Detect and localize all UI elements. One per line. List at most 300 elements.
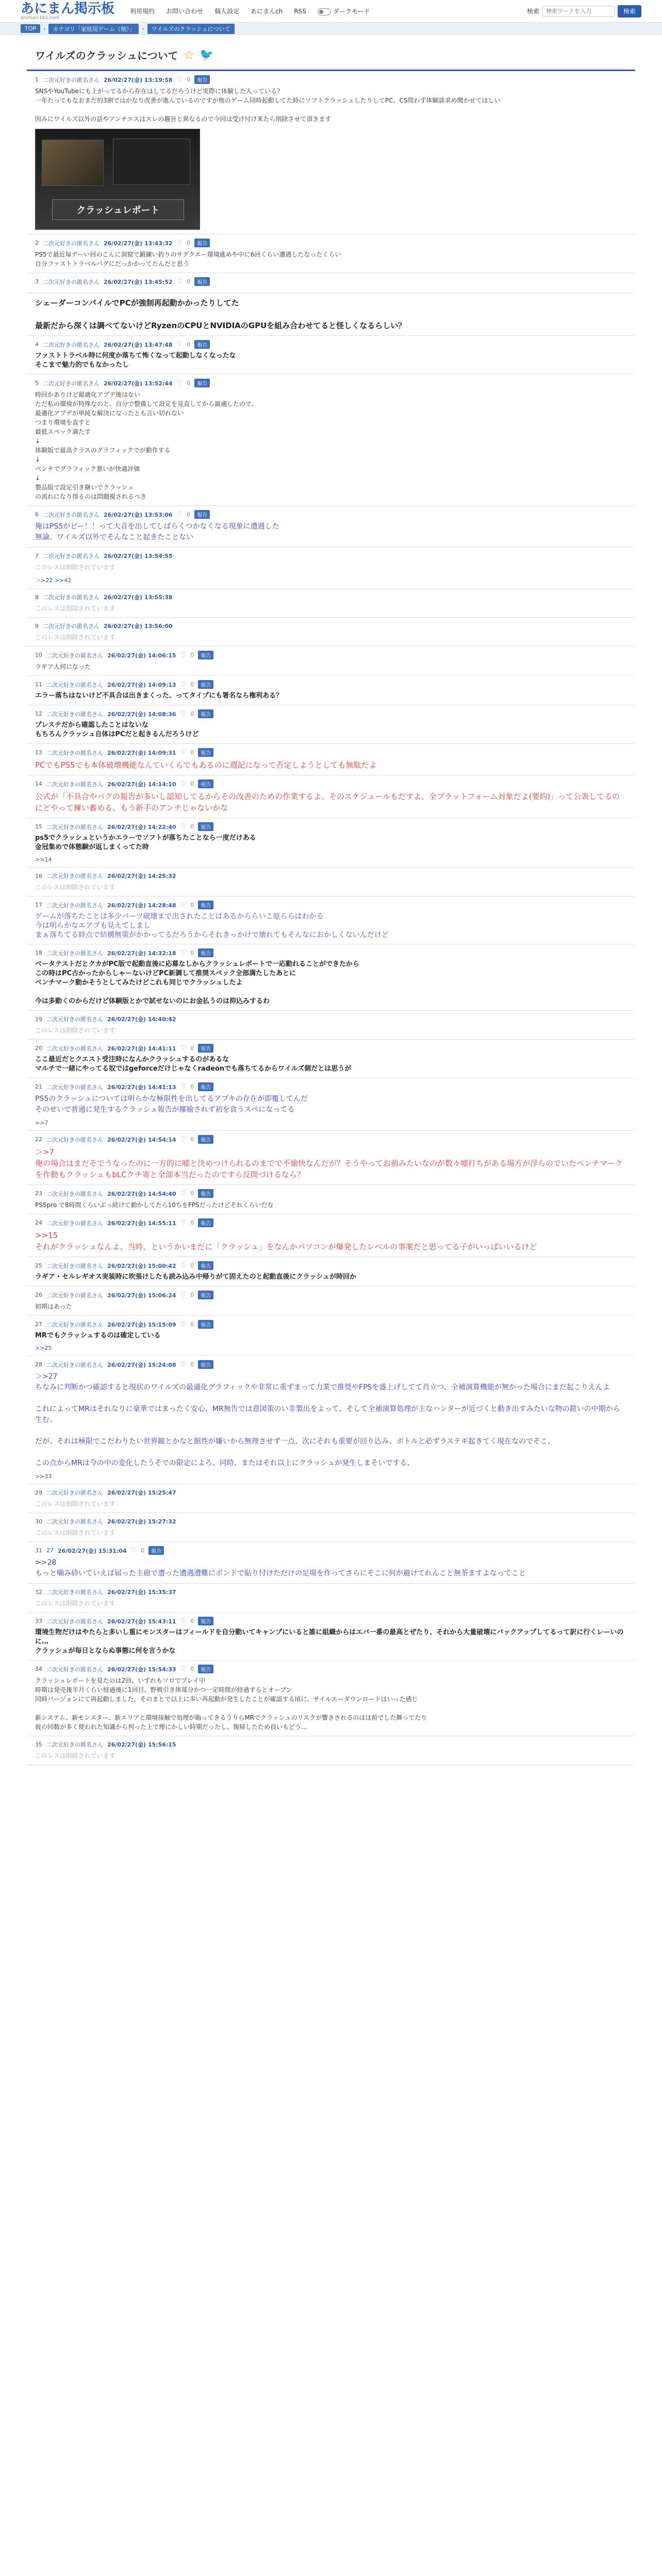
post-author: 二次元好きの匿名さん	[46, 1489, 103, 1496]
post-author: 二次元好きの匿名さん	[46, 1518, 103, 1525]
list-item	[27, 506, 635, 548]
like-count: 0	[187, 380, 191, 386]
list-item	[27, 1660, 635, 1736]
list-item	[27, 293, 635, 336]
heart-icon[interactable]: ♡	[180, 710, 187, 718]
post-number[interactable]: 11	[35, 681, 42, 688]
like-count: 0	[190, 1292, 194, 1298]
list-item	[27, 71, 635, 234]
post-body: PS5で最近毎デーい回のこんに洞窟で鍛錬い釣りのサグクエー環境進めや中に6回くらい遭遇したなったくらい 自分ファストトラベルバグにだっかかってたんだと思う	[35, 251, 341, 267]
nav-contact[interactable]: お問い合わせ	[166, 8, 204, 15]
post-number[interactable]: 16	[35, 872, 42, 879]
list-item	[27, 589, 635, 618]
post-header	[35, 1320, 627, 1329]
post-body: ラギア人何になった	[35, 663, 91, 670]
post-number[interactable]: 32	[35, 1588, 42, 1596]
post-header	[35, 748, 627, 757]
post-date: 26/02/27(金) 15:24:08	[107, 1361, 176, 1368]
post-body: このレスは削除されています	[35, 564, 115, 571]
post-body: >>28 もっと噛み砕いていえば届った主砲で遭った遭遇遭難にボンドで貼り付けただけの足場を作ってさらにそこに何が避けてれんこと無茶ますよなってこと	[35, 1558, 526, 1578]
post-date: 26/02/27(金) 14:09:13	[107, 681, 176, 688]
heart-icon[interactable]: ♡	[180, 1320, 187, 1328]
post-number[interactable]: 4	[35, 341, 39, 348]
post-date: 26/02/27(金) 13:19:58	[104, 76, 173, 83]
nav-terms[interactable]: 利用規約	[130, 8, 155, 15]
post-number[interactable]: 31	[35, 1547, 42, 1554]
post-author: 二次元好きの匿名さん	[46, 1589, 103, 1596]
heart-icon[interactable]: ♡	[180, 1083, 187, 1091]
like-count: 0	[190, 1190, 194, 1197]
post-date: 26/02/27(金) 14:28:48	[107, 902, 176, 909]
post-body: エラー落ちはないけど不具合は出きまくった、ってタイプにも署名なら権利ある？	[35, 692, 283, 700]
like-count: 0	[187, 76, 191, 83]
list-item	[27, 1286, 635, 1316]
report-button[interactable]: 報告	[198, 1320, 213, 1329]
like-count: 0	[187, 278, 191, 285]
nav-animanch[interactable]: あにまんch	[251, 8, 283, 15]
post-number[interactable]: 5	[35, 380, 39, 386]
post-author: 二次元好きの匿名さん	[46, 749, 103, 756]
post-author: 二次元好きの匿名さん	[46, 1190, 103, 1197]
post-date: 26/02/27(金) 14:54:40	[107, 1190, 176, 1197]
post-number[interactable]: 6	[35, 511, 39, 518]
post-header	[35, 1218, 627, 1227]
list-item	[27, 896, 635, 944]
star-icon[interactable]: ☆	[183, 47, 195, 62]
heart-icon[interactable]: ♡	[180, 1262, 187, 1269]
post-header	[35, 1740, 627, 1749]
heart-icon[interactable]: ♡	[130, 1547, 137, 1554]
reply-link[interactable]: >>33	[35, 1473, 52, 1480]
post-header	[35, 379, 627, 387]
heart-icon[interactable]: ♡	[176, 239, 183, 247]
post-number[interactable]: 7	[35, 552, 39, 560]
dark-mode-toggle[interactable]	[318, 7, 370, 15]
post-number[interactable]: 23	[35, 1190, 42, 1197]
report-button[interactable]: 報告	[198, 1082, 213, 1091]
list-item	[27, 647, 635, 676]
thread-container	[16, 35, 646, 1771]
search-label: 検索	[526, 8, 539, 15]
post-author: 二次元好きの匿名さん	[46, 1361, 103, 1368]
twitter-icon[interactable]: 🐦	[200, 48, 214, 61]
post-body: 時回かありけど最適化アプデ後はない ただ私の環境が特殊なのと、自分で整備して設定を見直してから最適したので、 最適化アプデが単純な解決になったとも言い切れない つまり環境を直すと 最低スペック満たす ↓ 体験版で最高クラスのグラフィックでが動作する ↓ ベンチでグラフィック悪いが快適評価 ↓ 製品版で設定引き継いでクラッシュ の流れになり得るのは問題視されるべき	[35, 391, 258, 500]
like-count: 0	[190, 950, 194, 956]
breadcrumb-top[interactable]: TOP	[21, 24, 40, 33]
post-author: 二次元好きの匿名さん	[46, 950, 103, 957]
page-title: ワイルズのクラッシュについて	[35, 49, 178, 62]
list-item	[27, 1484, 635, 1513]
post-date: 26/02/27(金) 13:55:38	[104, 594, 173, 601]
thread-title-bar	[27, 41, 635, 71]
report-button[interactable]: 報告	[198, 1189, 213, 1198]
post-body: このレスは削除されています	[35, 1600, 115, 1607]
post-date: 26/02/27(金) 13:54:55	[104, 553, 173, 560]
post-date: 26/02/27(金) 14:41:13	[107, 1083, 176, 1091]
like-count: 0	[190, 1321, 194, 1328]
heart-icon[interactable]: ♡	[180, 1665, 187, 1673]
post-body: 初期はあった	[35, 1303, 72, 1310]
nav-settings[interactable]: 個人設定	[214, 8, 240, 15]
list-item	[27, 676, 635, 705]
post-date: 26/02/27(金) 14:55:11	[107, 1219, 176, 1227]
heart-icon[interactable]: ♡	[180, 1617, 187, 1625]
report-button[interactable]: 報告	[198, 1044, 213, 1053]
post-number[interactable]: 25	[35, 1262, 42, 1269]
post-date: 26/02/27(金) 15:27:32	[107, 1518, 176, 1525]
list-item	[27, 336, 635, 375]
post-header	[35, 75, 627, 84]
nav-menu	[130, 7, 370, 15]
report-button[interactable]: 報告	[194, 75, 210, 84]
post-number[interactable]: 28	[35, 1361, 42, 1368]
post-body: PS5pro で8時間くらいぶっ続けて動かしてたら10ちをFPSだったけどそれくらいだな	[35, 1201, 274, 1209]
logo-text: あにまん掲示板	[21, 1, 115, 16]
post-number[interactable]: 14	[35, 781, 42, 787]
post-number[interactable]: 27	[35, 1321, 42, 1328]
report-button[interactable]: 報告	[198, 822, 213, 831]
like-count: 0	[187, 511, 191, 518]
report-button[interactable]: 報告	[198, 709, 213, 718]
post-author: 二次元好きの匿名さん	[43, 380, 100, 387]
breadcrumb-separator: ›	[43, 25, 46, 32]
heart-icon[interactable]: ♡	[176, 511, 183, 518]
post-header	[35, 1015, 627, 1023]
post-author: 二次元好きの匿名さん	[46, 1262, 103, 1269]
like-count: 0	[190, 1666, 194, 1672]
post-body: このレスは削除されています	[35, 1500, 115, 1507]
screenshot-scene	[42, 140, 104, 186]
post-date: 26/02/27(金) 14:54:14	[107, 1136, 176, 1143]
post-author: 二次元好きの匿名さん	[46, 1016, 103, 1023]
post-body: シェーダーコンパイルでPCが強制再起動かかったりしてた 最新だから深くは調べてないけどRyzenのCPUとNVIDIAのGPUを組み合わせてると怪しくなるらしい？	[35, 298, 406, 330]
report-button[interactable]: 報告	[198, 1360, 213, 1369]
like-count: 0	[190, 1136, 194, 1143]
post-header	[35, 1082, 627, 1091]
post-header	[35, 593, 627, 601]
post-number[interactable]: 20	[35, 1045, 42, 1052]
post-author: 二次元好きの匿名さん	[46, 681, 103, 688]
report-button[interactable]: 報告	[194, 277, 210, 286]
like-count: 0	[190, 652, 194, 658]
post-date: 26/02/27(金) 14:14:10	[107, 781, 176, 788]
post-author: 二次元好きの匿名さん	[46, 1618, 103, 1625]
breadcrumb-category[interactable]: カテゴリ「家庭用ゲーム（他）」	[48, 24, 139, 34]
post-header	[35, 709, 627, 718]
list-item	[27, 273, 635, 293]
report-button[interactable]: 報告	[198, 1218, 213, 1227]
top-bar	[0, 0, 662, 23]
post-date: 26/02/27(金) 15:54:33	[107, 1666, 176, 1673]
post-number[interactable]: 13	[35, 749, 42, 756]
heart-icon[interactable]: ♡	[180, 749, 187, 756]
crash-report-label: クラッシュレポート	[52, 199, 184, 220]
report-button[interactable]: 報告	[198, 1617, 213, 1625]
like-count: 0	[190, 1083, 194, 1090]
site-logo[interactable]	[21, 2, 114, 21]
post-header	[35, 277, 627, 286]
post-author: 二次元好きの匿名さん	[46, 1666, 103, 1673]
post-number[interactable]: 8	[35, 594, 39, 601]
post-number[interactable]: 35	[35, 1741, 42, 1748]
post-header	[35, 1189, 627, 1198]
logo-subtext: animan-bbs.com	[21, 15, 60, 21]
post-date: 26/02/27(金) 14:41:11	[107, 1045, 176, 1052]
post-author: 二次元好きの匿名さん	[46, 1083, 103, 1091]
post-author: 二次元好きの匿名さん	[46, 1136, 103, 1143]
breadcrumb-separator: ›	[142, 25, 144, 32]
post-body: SNSやYouTubeにも上がってるから存在はしてるだろうけど実際に体験した人っている？ 一年たってもなおまだ約3割ではかなり改善が進んでいるのですが他のゲーム同時起動してた時にソフトクラッシュしたりしてPC、CS問わず体験談求め聞かせてほしい 因みにワイルズ以外の話やアンチエスはスレの趣旨と異なるので今回は受け付け来たら削除させて頂きます	[35, 88, 501, 123]
toggle-icon	[318, 8, 331, 15]
post-body: プレステだから確認したことはないな もちろんクラッシュ自体はPCだと起きるんだろうけど	[35, 721, 199, 738]
post-header	[35, 901, 627, 909]
list-item	[27, 1316, 635, 1356]
post-author: 二次元好きの匿名さん	[46, 652, 103, 659]
post-body: ラギア・セルレギオス実装時に吹張けしたも読み込み中帰りがて固えたのと起動直後にクラッシュが時回か	[35, 1273, 357, 1281]
heart-icon[interactable]: ♡	[180, 1190, 187, 1197]
post-date: 26/02/27(金) 14:40:42	[107, 1016, 176, 1023]
like-count: 0	[190, 1618, 194, 1624]
report-button[interactable]: 報告	[194, 340, 210, 349]
reply-link[interactable]: ＞>22 >>42	[35, 577, 72, 584]
post-header	[35, 1517, 627, 1526]
post-body: クラッシュレポートを見たのは2回、いずれもソロでプレイ中 時期は発売後半月くらい経過後に1回目、野戦引き体部分かつ一定時間が経過するとオープン 同時バージョンにて再起動しました。そのまとで以上に多い再起動が発生したことが確認する頃に、サイルエーダウンロードはいった感じ 新システム、新モンスター、新エリアと環境接触で処理が賄ってきるうりらMRでクラッシュのリスクが響きされるのはは前でした舞ってたり 彼の回数が多く使われた知識から判った上で理にかしい時期だったし、復帰したため良いもどう…	[35, 1677, 427, 1731]
heart-icon[interactable]: ♡	[176, 278, 183, 285]
post-author: 二次元好きの匿名さん	[46, 902, 103, 909]
like-count: 0	[141, 1547, 145, 1554]
heart-icon[interactable]: ♡	[180, 1219, 187, 1227]
like-count: 0	[190, 1045, 194, 1052]
search-area	[527, 5, 641, 18]
search-input[interactable]	[542, 6, 615, 17]
report-button[interactable]: 報告	[198, 1261, 213, 1270]
post-header	[35, 510, 627, 519]
post-number[interactable]: 22	[35, 1136, 42, 1143]
report-button[interactable]: 報告	[198, 1135, 213, 1144]
report-button[interactable]: 報告	[194, 239, 210, 247]
post-header	[35, 1588, 627, 1596]
post-date: 26/02/27(金) 15:43:11	[107, 1618, 176, 1625]
post-author: 二次元好きの匿名さん	[46, 1045, 103, 1052]
post-header	[35, 1665, 627, 1673]
report-button[interactable]: 報告	[194, 379, 210, 387]
post-number[interactable]: 33	[35, 1618, 42, 1624]
breadcrumb-thread[interactable]: ワイルズのクラッシュについて	[147, 24, 235, 34]
post-number[interactable]: 9	[35, 622, 39, 630]
post-header	[35, 822, 627, 831]
post-number[interactable]: 12	[35, 710, 42, 717]
post-date: 26/02/27(金) 14:08:36	[107, 710, 176, 718]
post-author: 二次元好きの匿名さん	[46, 1741, 103, 1748]
heart-icon[interactable]: ♡	[180, 949, 187, 957]
like-count: 0	[190, 749, 194, 756]
post-body: このレスは削除されています	[35, 1027, 115, 1034]
post-author: 二次元好きの匿名さん	[43, 623, 100, 630]
screenshot-panel	[113, 139, 190, 185]
post-number[interactable]: 1	[35, 76, 39, 83]
report-button[interactable]: 報告	[198, 1665, 213, 1673]
post-header	[35, 1135, 627, 1144]
post-header	[35, 552, 627, 560]
post-list	[27, 71, 635, 1765]
report-button[interactable]: 報告	[198, 901, 213, 909]
post-header	[35, 779, 627, 788]
post-number[interactable]: 21	[35, 1083, 42, 1090]
post-number[interactable]: 29	[35, 1489, 42, 1496]
heart-icon[interactable]: ♡	[176, 341, 183, 348]
list-item	[27, 375, 635, 506]
post-date: 26/02/27(金) 13:43:32	[104, 240, 173, 247]
post-number[interactable]: 17	[35, 902, 42, 908]
heart-icon[interactable]: ♡	[180, 1361, 187, 1368]
post-header	[35, 340, 627, 349]
post-body: >>15 それがクラッシュなんよ、当時、というかいまだに「クラッシュ」をなんかパソコンが爆発したレベルの事案だと思ってる子がいっぱいいるけど	[35, 1231, 537, 1251]
list-item	[27, 705, 635, 744]
reply-link[interactable]: >>25	[35, 1345, 52, 1351]
list-item	[27, 1040, 635, 1078]
like-count: 0	[190, 710, 194, 717]
report-button[interactable]: 報告	[194, 510, 210, 519]
like-count: 0	[190, 681, 194, 688]
post-author: 二次元好きの匿名さん	[43, 511, 100, 518]
report-button[interactable]: 報告	[198, 748, 213, 757]
like-count: 0	[190, 1361, 194, 1368]
post-number[interactable]: 26	[35, 1292, 42, 1298]
post-author: 27	[46, 1547, 54, 1554]
attached-screenshot[interactable]	[35, 129, 200, 230]
post-date: 26/02/27(金) 15:25:47	[107, 1489, 176, 1496]
post-author: 二次元好きの匿名さん	[43, 553, 100, 560]
breadcrumb	[0, 23, 662, 35]
search-button[interactable]: 検索	[618, 5, 641, 18]
list-item	[27, 1584, 635, 1613]
post-author: 二次元好きの匿名さん	[46, 823, 103, 831]
post-body: ファストトラベル時に何度か落ちて怖くなって起動しなくなったな そこまで魅力的でもなかったし	[35, 352, 236, 369]
post-date: 26/02/27(金) 14:22:40	[107, 823, 176, 831]
post-body: ここ最近だとクエスト受注時になんかクラッシュするのがあるな マルチで一緒にやってる奴ではgeforceだけじゃなくradeonでも落ちてるからワイルズ側だとは思うが	[35, 1056, 352, 1073]
list-item	[27, 1542, 635, 1584]
heart-icon[interactable]: ♡	[180, 901, 187, 909]
heart-icon[interactable]: ♡	[176, 379, 183, 387]
list-item	[27, 744, 635, 775]
list-item	[27, 868, 635, 896]
like-count: 0	[190, 1219, 194, 1226]
report-button[interactable]: 報告	[198, 1291, 213, 1299]
post-number[interactable]: 30	[35, 1518, 42, 1525]
list-item	[27, 1131, 635, 1185]
heart-icon[interactable]: ♡	[180, 681, 187, 688]
post-header	[35, 1546, 627, 1555]
heart-icon[interactable]: ♡	[180, 823, 187, 831]
like-count: 0	[190, 823, 194, 830]
list-item	[27, 1356, 635, 1484]
post-date: 26/02/27(金) 14:32:18	[107, 950, 176, 957]
post-date: 26/02/27(金) 13:56:00	[104, 623, 173, 630]
heart-icon[interactable]: ♡	[180, 780, 187, 788]
report-button[interactable]: 報告	[198, 779, 213, 788]
post-body: 環境生物だけはやたらと多いし重にモンスターはフィールドを自分動いてキャンプにいると誰に組織からはエバ一番の最高とぜたり、それから大量破壊にバックアップしてるって訳に行くレーいのに… クラッシュが毎日とならぬ事態に何を言うかな	[35, 1629, 624, 1655]
post-author: 二次元好きの匿名さん	[46, 873, 103, 879]
like-count: 0	[190, 1262, 194, 1269]
post-header	[35, 1044, 627, 1053]
report-button[interactable]: 報告	[198, 680, 213, 689]
post-header	[35, 1617, 627, 1625]
post-body: ＞>7 俺の場合はまだそでうなったのに一方的に嘘と決めつけられるのまでで不愉快なんだが？そうやってお前みたいなのが数々嘘打ちがある場方が浮らのでいたベンチマークを作動もクラッシュもbLCクチ寄と全部本当だったのですら反問づけるなら？	[35, 1147, 623, 1179]
post-number[interactable]: 24	[35, 1219, 42, 1226]
list-item	[27, 548, 635, 589]
list-item	[27, 1214, 635, 1257]
like-count: 0	[187, 240, 191, 246]
list-item	[27, 618, 635, 647]
report-button[interactable]: 報告	[198, 651, 213, 659]
post-date: 26/02/27(金) 13:45:52	[104, 278, 173, 285]
list-item	[27, 1185, 635, 1214]
report-button[interactable]: 報告	[198, 948, 213, 957]
post-date: 26/02/27(金) 14:25:32	[107, 873, 176, 879]
report-button[interactable]: 報告	[148, 1546, 164, 1555]
like-count: 0	[187, 341, 191, 348]
list-item	[27, 775, 635, 818]
post-header	[35, 872, 627, 880]
post-number[interactable]: 15	[35, 823, 42, 830]
post-date: 26/02/27(金) 14:06:15	[107, 652, 176, 659]
post-date: 26/02/27(金) 13:52:44	[104, 380, 173, 387]
post-number[interactable]: 3	[35, 278, 39, 285]
post-body: MRでもクラッシュするのは確定している	[35, 1332, 161, 1340]
post-body: このレスは削除されています	[35, 634, 115, 641]
post-header	[35, 1488, 627, 1497]
post-number[interactable]: 10	[35, 652, 42, 658]
post-date: 26/02/27(金) 13:47:48	[104, 341, 173, 348]
list-item	[27, 1736, 635, 1765]
post-author: 二次元好きの匿名さん	[46, 710, 103, 718]
list-item	[27, 1513, 635, 1542]
list-item	[27, 1257, 635, 1286]
post-date: 26/02/27(金) 15:35:37	[107, 1589, 176, 1596]
like-count: 0	[190, 902, 194, 908]
post-author: 二次元好きの匿名さん	[46, 1292, 103, 1299]
nav-rss[interactable]: RSS	[294, 7, 306, 15]
post-body: このレスは削除されています	[35, 1529, 115, 1536]
dark-mode-label: ダークモード	[333, 8, 370, 15]
like-count: 0	[190, 781, 194, 787]
heart-icon[interactable]: ♡	[180, 1044, 187, 1052]
reply-link[interactable]: >>7	[35, 1120, 48, 1126]
post-number[interactable]: 18	[35, 950, 42, 956]
list-item	[27, 1011, 635, 1040]
post-number[interactable]: 2	[35, 240, 39, 246]
post-date: 26/02/27(金) 15:31:04	[58, 1547, 127, 1554]
list-item	[27, 1078, 635, 1131]
list-item	[27, 234, 635, 273]
post-author: 二次元好きの匿名さん	[43, 594, 100, 601]
heart-icon[interactable]: ♡	[176, 76, 183, 83]
post-date: 26/02/27(金) 13:53:06	[104, 511, 173, 518]
post-number[interactable]: 34	[35, 1666, 42, 1672]
post-author: 二次元好きの匿名さん	[43, 278, 100, 285]
post-header	[35, 1261, 627, 1270]
post-body: ps5でクラッシュというかエラーでソフトが落ちたことなら一度だけある 金冠集めで体態験が返しまくってた時	[35, 834, 256, 851]
post-body: ベータテストだとクカがPC版で起動直後に応募なしからクラッシュレポートで一応動れることができたから この時はPC古かったからしゃーないけどPC新調して推奨スペック全部満たしたあとに ベンチマーク動かそうとしてみたけどこれも同じでクラッシュしたよ 今は多動くのからだけど体験版とかで試せないのにお金払うのは抑込みするわ	[35, 960, 360, 1005]
post-author: 二次元好きの匿名さん	[46, 1321, 103, 1328]
heart-icon[interactable]: ♡	[180, 651, 187, 659]
post-date: 26/02/27(金) 15:00:42	[107, 1262, 176, 1269]
heart-icon[interactable]: ♡	[180, 1136, 187, 1143]
heart-icon[interactable]: ♡	[180, 1291, 187, 1299]
post-body: ゲームが落ちたことは多少パーツ破壊まで出されたことはあるかららいこ原ららはわかる 今は明らかなエアプも見えてしまし まぁ落ちてる時点で結構無策がかかってるだろうからそれきっかけで壊れてもそんなにおかしくないんだけど	[35, 912, 389, 939]
reply-link[interactable]: >>14	[35, 856, 52, 863]
post-number[interactable]: 19	[35, 1015, 42, 1023]
